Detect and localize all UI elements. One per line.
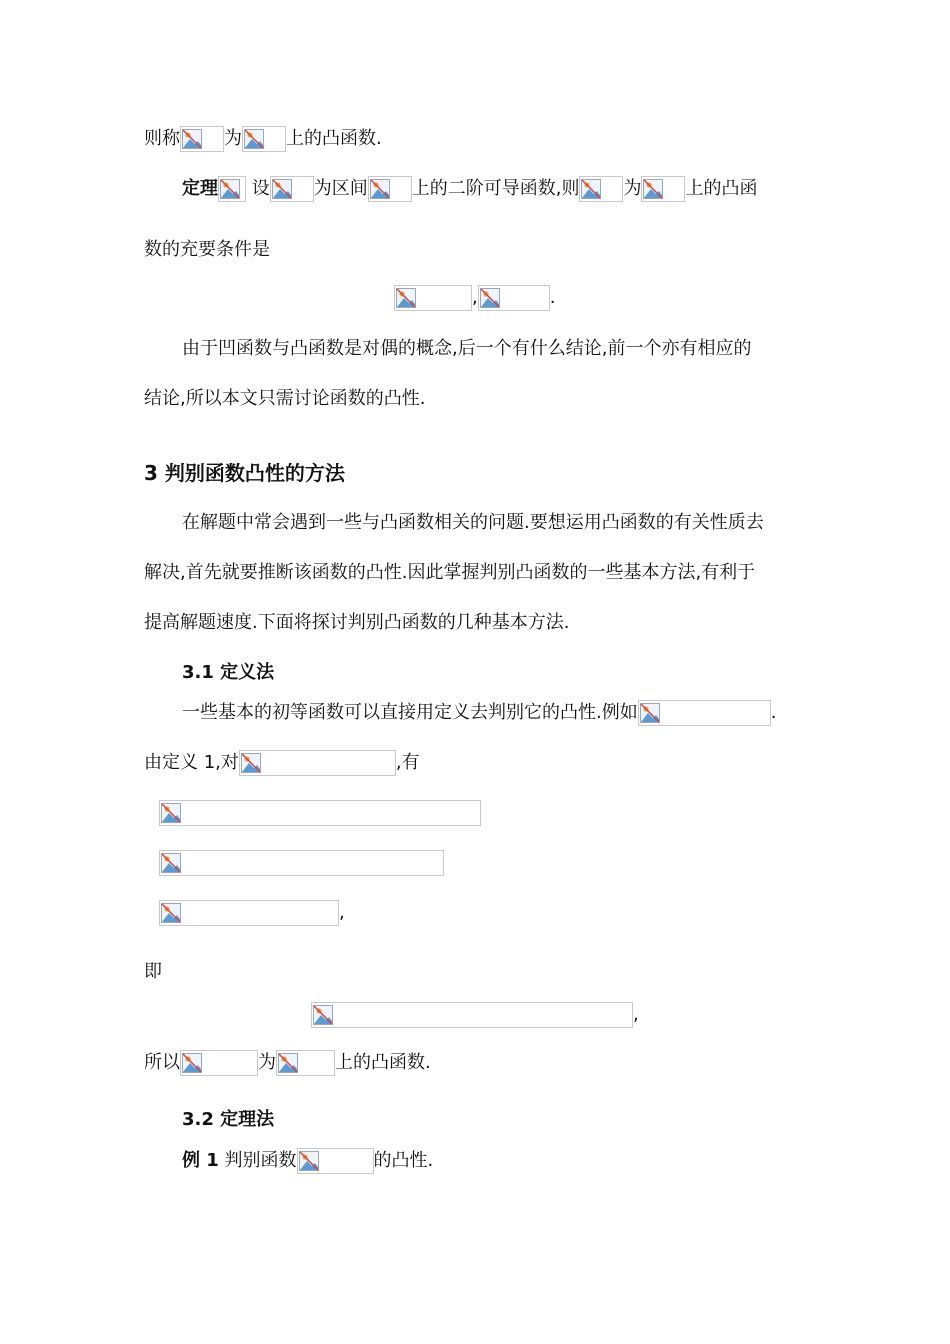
formula-image bbox=[297, 1148, 374, 1174]
paragraph-intro-line-3: 提高解题速度.下面将探讨判别凸函数的几种基本方法. bbox=[144, 612, 570, 633]
theorem-continuation bbox=[144, 238, 270, 262]
formula-image bbox=[218, 176, 246, 202]
text: 为 bbox=[224, 128, 242, 149]
text: 为 bbox=[258, 1052, 276, 1073]
formula-image bbox=[159, 850, 444, 876]
paragraph-by-definition bbox=[144, 750, 420, 776]
text: 一些基本的初等函数可以直接用定义去判别它的凸性.例如 bbox=[182, 702, 638, 723]
text: ,有 bbox=[395, 752, 420, 773]
equation-line-2 bbox=[159, 850, 444, 876]
paragraph-conclusion bbox=[144, 1050, 431, 1076]
example-label: 例 1 bbox=[182, 1150, 219, 1171]
text: 上的二阶可导函数,则 bbox=[411, 178, 580, 199]
formula-image bbox=[239, 750, 396, 776]
text: 所以 bbox=[144, 1052, 180, 1073]
formula-image bbox=[478, 285, 550, 311]
formula-image bbox=[368, 176, 412, 202]
equation-line-3 bbox=[159, 900, 345, 926]
text: , bbox=[339, 902, 345, 923]
text: 的凸性. bbox=[373, 1150, 434, 1171]
formula-image bbox=[579, 176, 623, 202]
text: . bbox=[770, 702, 777, 723]
section-3-heading: 3 判别函数凸性的方法 bbox=[144, 461, 345, 485]
paragraph-definition-method bbox=[182, 700, 776, 726]
section-3-2-heading: 3.2 定理法 bbox=[182, 1109, 275, 1130]
example-1-paragraph bbox=[182, 1148, 433, 1174]
equation-line-1 bbox=[159, 800, 481, 826]
paragraph-intro-line-2: 解决,首先就要推断该函数的凸性.因此掌握判别凸函数的一些基本方法,有利于 bbox=[144, 562, 756, 583]
formula-image bbox=[180, 126, 224, 152]
theorem-label: 定理 bbox=[182, 178, 218, 199]
paragraph-duality-line-1: 由于凹函数与凸函数是对偶的概念,后一个有什么结论,前一个亦有相应的 bbox=[182, 338, 752, 359]
text: , bbox=[472, 287, 478, 308]
text: 上的凸函数. bbox=[286, 128, 382, 149]
formula-image bbox=[638, 700, 771, 726]
section-3-1-heading: 3.1 定义法 bbox=[182, 662, 275, 683]
theorem-paragraph bbox=[182, 176, 757, 202]
text: 判别函数 bbox=[224, 1150, 297, 1171]
formula-image bbox=[270, 176, 314, 202]
text: 为区间 bbox=[313, 178, 368, 199]
text: 上的凸函 bbox=[685, 178, 758, 199]
formula-image bbox=[641, 176, 685, 202]
paragraph-therefore: 即 bbox=[144, 961, 162, 982]
formula-image bbox=[276, 1050, 335, 1076]
text: 则称 bbox=[144, 128, 180, 149]
equation-display-2 bbox=[311, 1002, 639, 1028]
text: 为 bbox=[623, 178, 642, 199]
paragraph-duality-line-2: 结论,所以本文只需讨论函数的凸性. bbox=[144, 388, 426, 409]
formula-image bbox=[159, 800, 481, 826]
formula-image bbox=[180, 1050, 258, 1076]
formula-display-1 bbox=[394, 285, 555, 311]
paragraph-intro-line-1: 在解题中常会遇到一些与凸函数相关的问题.要想运用凸函数的有关性质去 bbox=[182, 512, 764, 533]
text: 数的充要条件是 bbox=[144, 239, 270, 260]
text: , bbox=[633, 1004, 639, 1025]
text: . bbox=[549, 287, 556, 308]
text: 设 bbox=[251, 178, 270, 199]
formula-image bbox=[242, 126, 286, 152]
formula-image bbox=[159, 900, 339, 926]
formula-image bbox=[394, 285, 472, 311]
paragraph-convex-definition bbox=[144, 126, 382, 152]
text: 由定义 1,对 bbox=[144, 752, 239, 773]
text: 上的凸函数. bbox=[335, 1052, 431, 1073]
formula-image bbox=[311, 1002, 633, 1028]
